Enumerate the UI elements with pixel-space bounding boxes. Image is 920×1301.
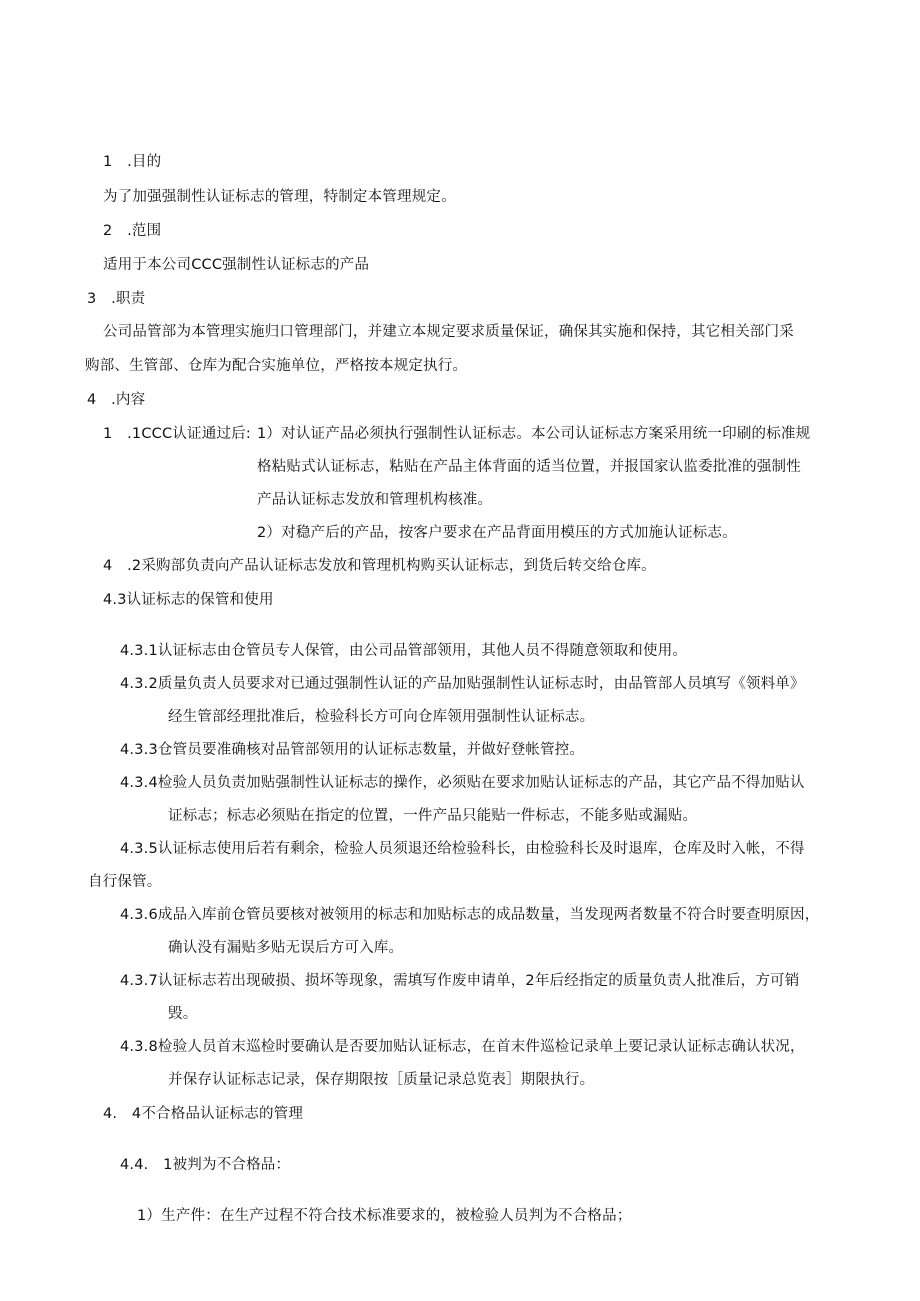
section-2-heading: 2 .范围 (103, 223, 162, 239)
item-4-4-1-heading: 4.4. 1被判为不合格品： (120, 1157, 291, 1173)
item-4-3-5-text-line-2: 自行保管。 (88, 874, 162, 890)
item-4-3-5-text-line-1: 4.3.5认证标志使用后若有剩余，检验人员须退还给检验科长，由检验科长及时退库，仓库及时入帐，不得 (120, 841, 805, 857)
section-4-heading: 4 .内容 (87, 392, 146, 408)
section-3-text-line-2: 购部、生管部、仓库为配合实施单位，严格按本规定执行。 (85, 358, 468, 374)
item-4-3-1-text: 4.3.1认证标志由仓管员专人保管，由公司品管部领用，其他人员不得随意领取和使用。 (120, 643, 688, 659)
item-4-1-text-line-3: 产品认证标志发放和管理机构核准。 (257, 492, 493, 508)
item-4-1-text-line-4: 2）对稳产后的产品，按客户要求在产品背面用模压的方式加施认证标志。 (257, 525, 737, 541)
item-4-3-7-text-line-2: 毁。 (168, 1006, 198, 1022)
section-1-heading: 1 .目的 (103, 154, 162, 170)
item-4-3-6-text-line-2: 确认没有漏贴多贴无误后方可入库。 (168, 940, 404, 956)
item-4-3-8-text-line-2: 并保存认证标志记录，保存期限按［质量记录总览表］期限执行。 (168, 1072, 595, 1088)
item-4-1-text-line-1: 1）对认证产品必须执行强制性认证标志。本公司认证标志方案采用统一印刷的标准规 (257, 426, 811, 442)
item-4-3-4-text-line-1: 4.3.4检验人员负责加贴强制性认证标志的操作，必须贴在要求加贴认证标志的产品，其它产品不得加贴认 (120, 775, 805, 791)
item-4-3-2-text-line-1: 4.3.2质量负责人员要求对已通过强制性认证的产品加贴强制性认证标志时，由品管部人员填写《领料单》 (120, 676, 805, 692)
item-4-3-6-text-line-1: 4.3.6成品入库前仓管员要核对被领用的标志和加贴标志的成品数量，当发现两者数量不符合时要查明原因， (120, 907, 820, 923)
section-4-3-heading: 4.3认证标志的保管和使用 (103, 592, 274, 608)
item-4-3-3-text: 4.3.3仓管员要准确核对品管部领用的认证标志数量，并做好登帐管控。 (120, 742, 585, 758)
section-4-4-heading: 4. 4不合格品认证标志的管理 (103, 1106, 304, 1122)
item-4-2-text: 4 .2采购部负责向产品认证标志发放和管理机构购买认证标志，到货后转交给仓库。 (103, 558, 656, 574)
item-4-1-text-line-2: 格粘贴式认证标志，粘贴在产品主体背面的适当位置，并报国家认监委批准的强制性 (257, 459, 801, 475)
item-4-3-8-text-line-1: 4.3.8检验人员首末巡检时要确认是否要加贴认证标志，在首末件巡检记录单上要记录认证标志确认状况， (120, 1039, 805, 1055)
item-4-3-2-text-line-2: 经生管部经理批准后，检验科长方可向仓库领用强制性认证标志。 (168, 709, 595, 725)
section-3-text-line-1: 公司品管部为本管理实施归口管理部门，并建立本规定要求质量保证，确保其实施和保持，其它相关部门采 (103, 324, 794, 340)
section-3-heading: 3 .职责 (87, 291, 146, 307)
item-4-3-4-text-line-2: 证标志；标志必须贴在指定的位置，一件产品只能贴一件标志，不能多贴或漏贴。 (168, 808, 698, 824)
section-2-text: 适用于本公司CCC强制性认证标志的产品 (103, 257, 370, 273)
item-4-1-label: 1 .1CCC认证通过后: (103, 426, 251, 442)
item-4-3-7-text-line-1: 4.3.7认证标志若出现破损、损坏等现象，需填写作废申请单，2年后经指定的质量负责人批准后，方可销 (120, 973, 800, 989)
item-4-4-1-text: 1）生产件：在生产过程不符合技术标准要求的，被检验人员判为不合格品； (137, 1208, 632, 1224)
section-1-text: 为了加强强制性认证标志的管理，特制定本管理规定。 (103, 189, 456, 205)
